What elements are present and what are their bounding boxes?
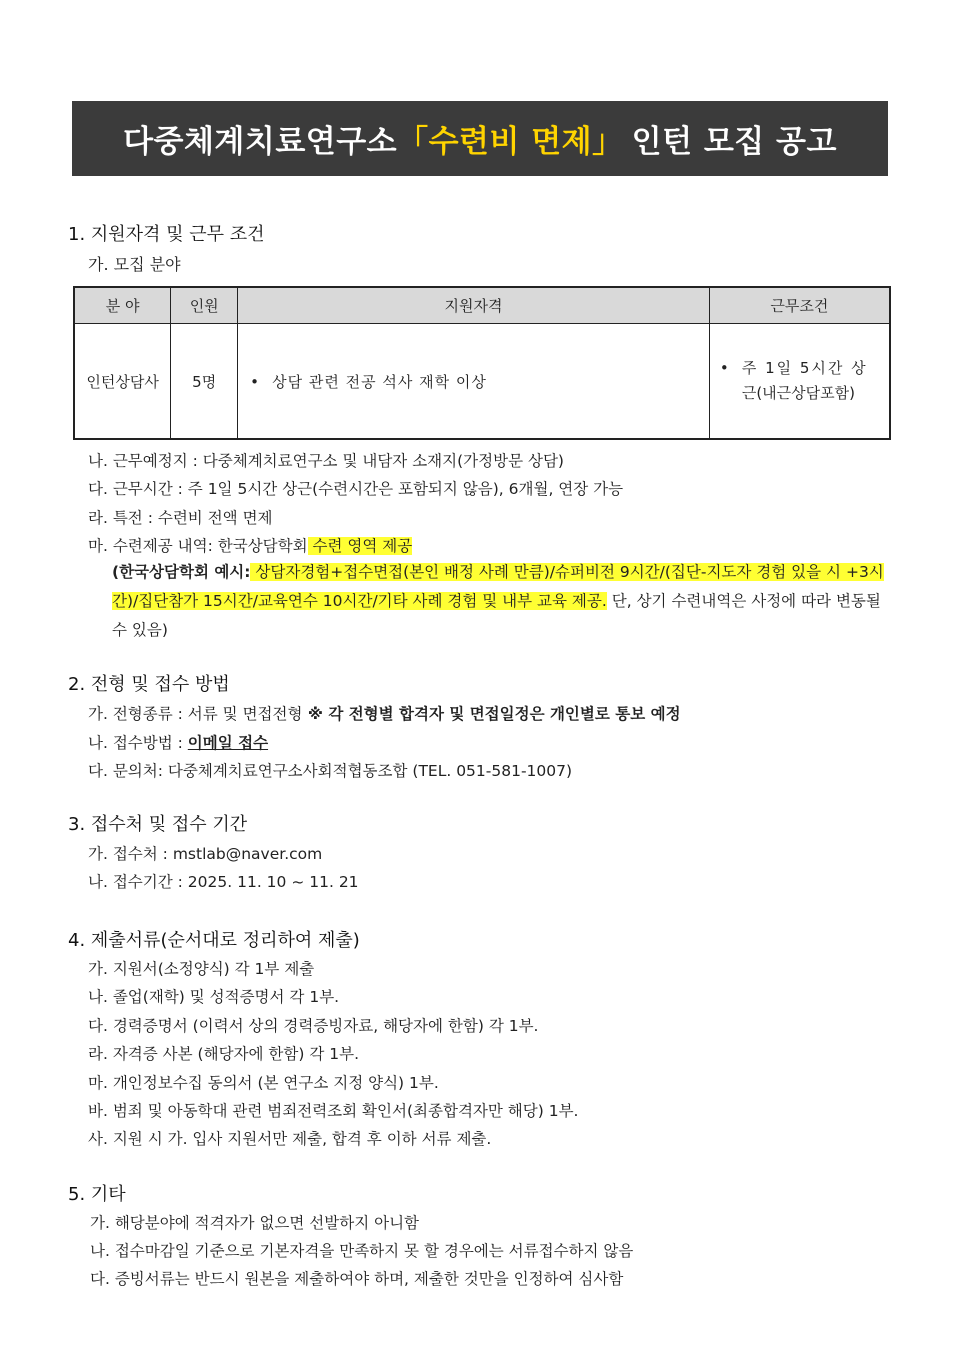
header-condition: 근무조건 [709,287,890,324]
section3-a: 가. 접수처 : mstlab@naver.com [88,845,323,863]
section4-heading: 4. 제출서류(순서대로 정리하여 제출) [68,930,360,951]
table-header-row [74,287,890,324]
section2-heading: 2. 전형 및 접수 방법 [68,674,230,695]
section5-heading: 5. 기타 [68,1184,126,1205]
list-item: 마. 개인정보수집 동의서 (본 연구소 지정 양식) 1부. [88,1074,439,1092]
list-item: 가. 지원서(소정양식) 각 1부 제출 [88,960,315,978]
example-tail: 단, 상기 수련내역은 사정에 따라 변동될 수 있음) [112,592,881,639]
section2-b-prefix: 나. 접수방법 : [88,734,188,752]
recruit-table [73,286,891,440]
title-prefix: 다중체계치료연구소 [123,124,398,160]
page-title [72,101,888,176]
section3-heading: 3. 접수처 및 접수 기간 [68,814,248,835]
section1-heading: 1. 지원자격 및 근무 조건 [68,224,265,245]
header-field: 분 야 [74,287,171,324]
list-item: 다. 경력증명서 (이력서 상의 경력증빙자료, 해당자에 한함) 각 1부. [88,1017,539,1035]
header-qualification: 지원자격 [238,287,710,324]
title-suffix: 인턴 모집 공고 [631,124,837,160]
header-count: 인원 [171,287,238,324]
section1-sub-a: 가. 모집 분야 [88,255,181,274]
section2-b [88,731,268,753]
cell-qualification [238,324,710,440]
list-item: 라. 자격증 사본 (해당자에 한함) 각 1부. [88,1045,359,1063]
bullet-icon: • [250,372,259,391]
section3-b: 나. 접수기간 : 2025. 11. 10 ~ 11. 21 [88,873,359,891]
section1-e [88,534,412,556]
table-row [74,324,890,440]
list-item: 나. 접수마감일 기준으로 기본자격을 만족하지 못 할 경우에는 서류접수하지 않음 [90,1242,634,1260]
example-label: (한국상담학회 예시: [112,563,251,581]
bullet-icon: • [719,359,729,377]
cell-condition [709,324,890,440]
section2-c: 다. 문의처: 다중체계치료연구소사회적협동조합 (TEL. 051-581-1007) [88,762,573,780]
cell-count: 5명 [171,324,238,440]
section1-e-prefix: 마. 수련제공 내역: 한국상담학회 [88,537,308,555]
section1-c: 다. 근무시간 : 주 1일 5시간 상근(수련시간은 포함되지 않음), 6개월, 연장 가능 [88,480,624,498]
condition-line1: 주 1일 5시간 상 [741,359,868,377]
section2-a [88,702,681,724]
list-item: 가. 해당분야에 적격자가 없으면 선발하지 아니함 [90,1214,420,1232]
section1-b: 나. 근무예정지 : 다중체계치료연구소 및 내담자 소재지(가정방문 상담) [88,452,564,470]
list-item: 다. 증빙서류는 반드시 원본을 제출하여야 하며, 제출한 것만을 인정하여 심사함 [90,1270,624,1288]
example-highlight: 상담자경험+접수면접(본인 배정 사례 만큼)/슈퍼비전 9시간/(집단-지도자 경험 있을 시 +3시간)/집단참가 15시간/교육연수 10시간/기타 사례 경험 및 내부 교육 제공. [112,563,884,610]
section2-a-prefix: 가. 전형종류 : 서류 및 면접전형 [88,705,303,723]
section1-example [112,558,892,645]
condition-line2: 근(내근상담포함) [741,384,855,402]
section1-d: 라. 특전 : 수련비 전액 면제 [88,509,273,527]
qualification-text: 상담 관련 전공 석사 재학 이상 [272,372,487,391]
list-item: 사. 지원 시 가. 입사 지원서만 제출, 합격 후 이하 서류 제출. [88,1130,492,1148]
list-item: 바. 범죄 및 아동학대 관련 범죄전력조회 확인서(최종합격자만 해당) 1부. [88,1102,579,1120]
title-highlight: 「수련비 면제」 [397,124,624,160]
cell-field: 인턴상담사 [74,324,171,440]
list-item: 나. 졸업(재학) 및 성적증명서 각 1부. [88,988,340,1006]
email-submit-text: 이메일 접수 [187,734,269,752]
section1-e-highlight: 수련 영역 제공 [307,537,413,555]
section2-a-bold: ※ 각 전형별 합격자 및 면접일정은 개인별로 통보 예정 [302,705,681,723]
